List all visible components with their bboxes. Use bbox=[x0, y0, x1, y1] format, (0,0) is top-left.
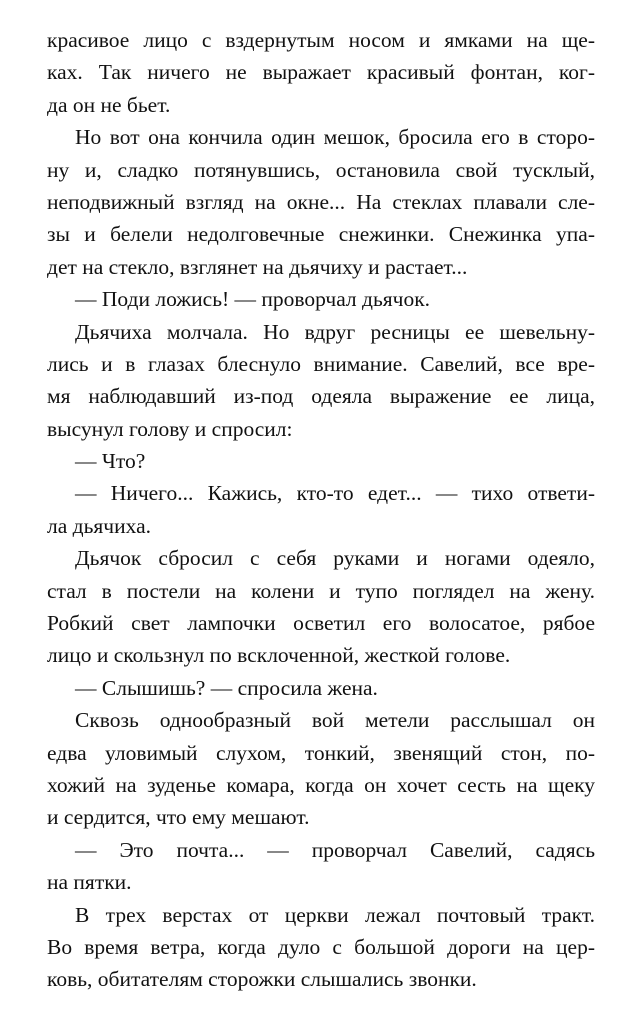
text-line: мя наблюдавший из-под одеяла выражение ее лица, bbox=[47, 384, 595, 409]
text-line: ла дьячиха. bbox=[47, 513, 151, 538]
text-line: да он не бьет. bbox=[47, 92, 171, 117]
text-line: высунул голову и спросил: bbox=[47, 416, 293, 441]
text-line: зы и белели недолговечные снежинки. Снежинка упа- bbox=[47, 222, 595, 247]
text-line: — Поди ложись! — проворчал дьячок. bbox=[75, 287, 431, 312]
text-line: Во время ветра, когда дуло с большой дороги на цер- bbox=[47, 934, 595, 959]
text-line: дет на стекло, взглянет на дьячиху и растает... bbox=[47, 254, 468, 279]
text-line: и сердится, что ему мешают. bbox=[47, 805, 310, 830]
text-line: хожий на зуденье комара, когда он хочет сесть на щеку bbox=[47, 772, 595, 797]
text-line: ках. Так ничего не выражает красивый фонтан, ког- bbox=[47, 60, 595, 85]
text-line: Робкий свет лампочки осветил его волосатое, рябое bbox=[47, 611, 595, 636]
text-line: неподвижный взгляд на окне... На стеклах плавали сле- bbox=[47, 189, 595, 214]
text-line: В трех верстах от церкви лежал почтовый тракт. bbox=[75, 902, 595, 927]
text-line: Сквозь однообразный вой метели расслышал он bbox=[75, 708, 595, 733]
book-page bbox=[47, 24, 595, 996]
text-line: лицо и скользнул по всклоченной, жесткой голове. bbox=[47, 643, 511, 668]
text-line: едва уловимый слухом, тонкий, звенящий стон, по- bbox=[47, 740, 595, 765]
text-line: стал в постели на колени и тупо поглядел на жену. bbox=[47, 578, 595, 603]
text-line: Но вот она кончила один мешок, бросила его в сторо- bbox=[75, 125, 595, 150]
text-line: Дьячок сбросил с себя руками и ногами одеяло, bbox=[75, 546, 595, 571]
text-column bbox=[47, 24, 595, 996]
text-line: — Слышишь? — спросила жена. bbox=[75, 675, 378, 700]
text-line: красивое лицо с вздернутым носом и ямками на ще- bbox=[47, 28, 595, 52]
text-line: ковь, обитателям сторожки слышались звонки. bbox=[47, 967, 477, 992]
text-line: — Ничего... Кажись, кто-то едет... — тихо ответи- bbox=[75, 481, 595, 506]
text-line: ну и, сладко потянувшись, остановила свой тусклый, bbox=[47, 157, 595, 182]
text-line: — Это почта... — проворчал Савелий, садясь bbox=[75, 837, 595, 862]
text-line: лись и в глазах блеснуло внимание. Савелий, все вре- bbox=[47, 351, 595, 376]
text-line: — Что? bbox=[75, 449, 146, 474]
text-line: Дьячиха молчала. Но вдруг ресницы ее шевельну- bbox=[75, 319, 595, 344]
text-line: на пятки. bbox=[47, 870, 132, 895]
